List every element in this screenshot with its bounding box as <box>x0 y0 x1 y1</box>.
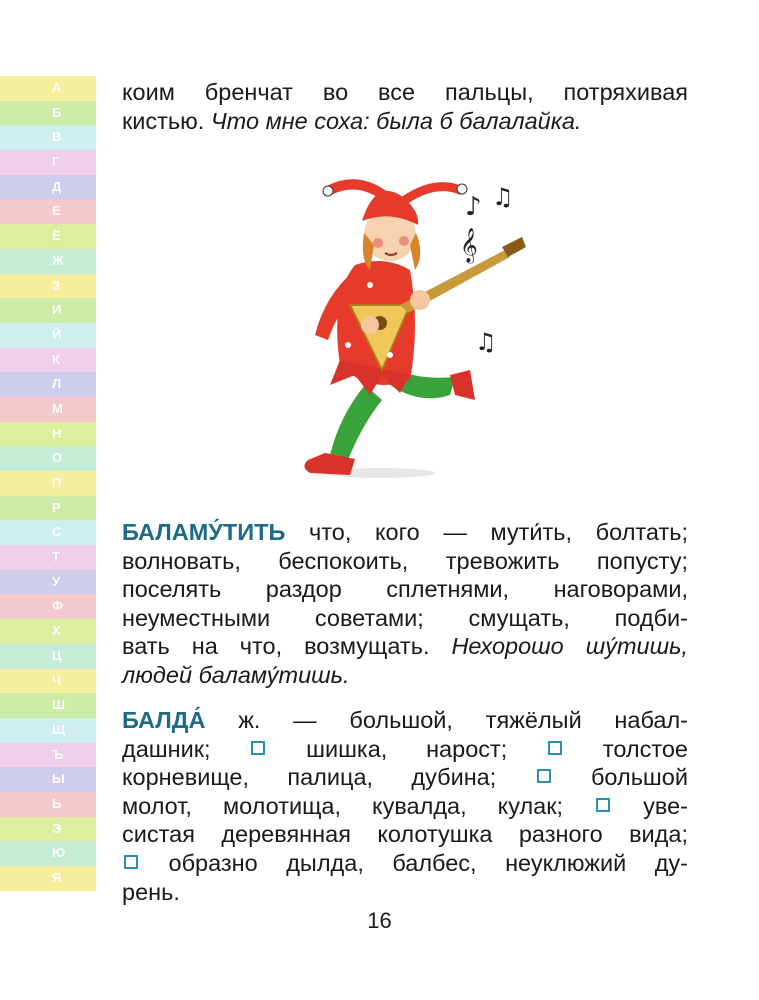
square-bullet-icon <box>596 798 610 812</box>
entry1-line-4: неуместными советами; смущать, подби- <box>122 604 688 631</box>
square-bullet-icon <box>537 769 551 783</box>
alphabet-letter: Д <box>0 175 96 200</box>
alphabet-letter: Е <box>0 199 96 224</box>
entry2-headword: БАЛДА́ <box>122 707 206 733</box>
alphabet-letter: С <box>0 520 96 545</box>
alphabet-letter: И <box>0 298 96 323</box>
alphabet-index <box>0 76 96 891</box>
alphabet-letter: В <box>0 125 96 150</box>
alphabet-letter: П <box>0 471 96 496</box>
entry2-line-4: молот, молотища, кувалда, кулак; уве- <box>122 792 688 819</box>
alphabet-letter: М <box>0 397 96 422</box>
entry2-line-2: дашник; шишка, нарост; толстое <box>122 735 688 762</box>
alphabet-letter: У <box>0 570 96 595</box>
svg-text:𝄞: 𝄞 <box>460 228 478 263</box>
alphabet-letter: Ж <box>0 249 96 274</box>
alphabet-letter: Ь <box>0 792 96 817</box>
intro-example: Что мне соха: была б балалайка. <box>210 107 582 134</box>
entry1-line-2: волновать, беспокоить, тревожить попусту; <box>122 547 688 574</box>
square-bullet-icon <box>124 855 138 869</box>
alphabet-letter: Р <box>0 496 96 521</box>
entry2-line-5: систая деревянная колотушка разного вида; <box>122 821 688 848</box>
alphabet-letter: Щ <box>0 718 96 743</box>
alphabet-letter: К <box>0 348 96 373</box>
alphabet-letter: Ы <box>0 767 96 792</box>
alphabet-letter: Ё <box>0 224 96 249</box>
svg-text:♫: ♫ <box>492 183 514 211</box>
entry1-line-6: людей баламу́тишь. <box>122 661 350 688</box>
alphabet-letter: А <box>0 76 96 101</box>
alphabet-letter: Ш <box>0 693 96 718</box>
entry2-line-3: корневище, палица, дубина; большой <box>122 764 688 791</box>
square-bullet-icon <box>251 741 265 755</box>
entry1-line-1: БАЛАМУ́ТИТЬ что, кого — мути́ть, болтать; <box>122 519 688 545</box>
alphabet-letter: Т <box>0 545 96 570</box>
svg-text:♪: ♪ <box>465 192 482 222</box>
entry1-line-5: вать на что, возмущать. Нехорошо шу́тишь, <box>122 633 688 660</box>
alphabet-letter: Ъ <box>0 743 96 768</box>
entry1-line-3: поселять раздор сплетнями, наговорами, <box>122 576 688 603</box>
intro-line-1: коим бренчат во все пальцы, потряхивая <box>122 79 688 105</box>
alphabet-letter: Ц <box>0 644 96 669</box>
alphabet-letter: Ч <box>0 669 96 694</box>
alphabet-letter: Я <box>0 866 96 891</box>
intro-text <box>122 78 688 135</box>
entry1-headword: БАЛАМУ́ТИТЬ <box>122 519 286 545</box>
alphabet-letter: Ю <box>0 841 96 866</box>
entry-balamutit <box>122 518 688 690</box>
entry2-line-7: рень. <box>122 878 180 905</box>
alphabet-letter: Л <box>0 372 96 397</box>
entry2-line-1: БАЛДА́ ж. — большой, тяжёлый набал- <box>122 707 688 733</box>
alphabet-letter: Н <box>0 422 96 447</box>
entry-balda <box>122 706 688 906</box>
alphabet-letter: З <box>0 274 96 299</box>
alphabet-letter: Б <box>0 101 96 126</box>
alphabet-letter: О <box>0 446 96 471</box>
intro-line-2: кистью. Что мне соха: была б балалайка. <box>122 107 582 134</box>
square-bullet-icon <box>548 741 562 755</box>
entry2-line-6: образно дылда, балбес, неуклюжий ду- <box>122 849 688 878</box>
alphabet-letter: Э <box>0 817 96 842</box>
svg-text:♫: ♫ <box>475 328 497 356</box>
alphabet-letter: Й <box>0 323 96 348</box>
alphabet-letter: Х <box>0 619 96 644</box>
page-number: 16 <box>367 908 392 933</box>
jester-balalaika-illustration <box>270 155 540 485</box>
alphabet-letter: Г <box>0 150 96 175</box>
alphabet-letter: Ф <box>0 594 96 619</box>
